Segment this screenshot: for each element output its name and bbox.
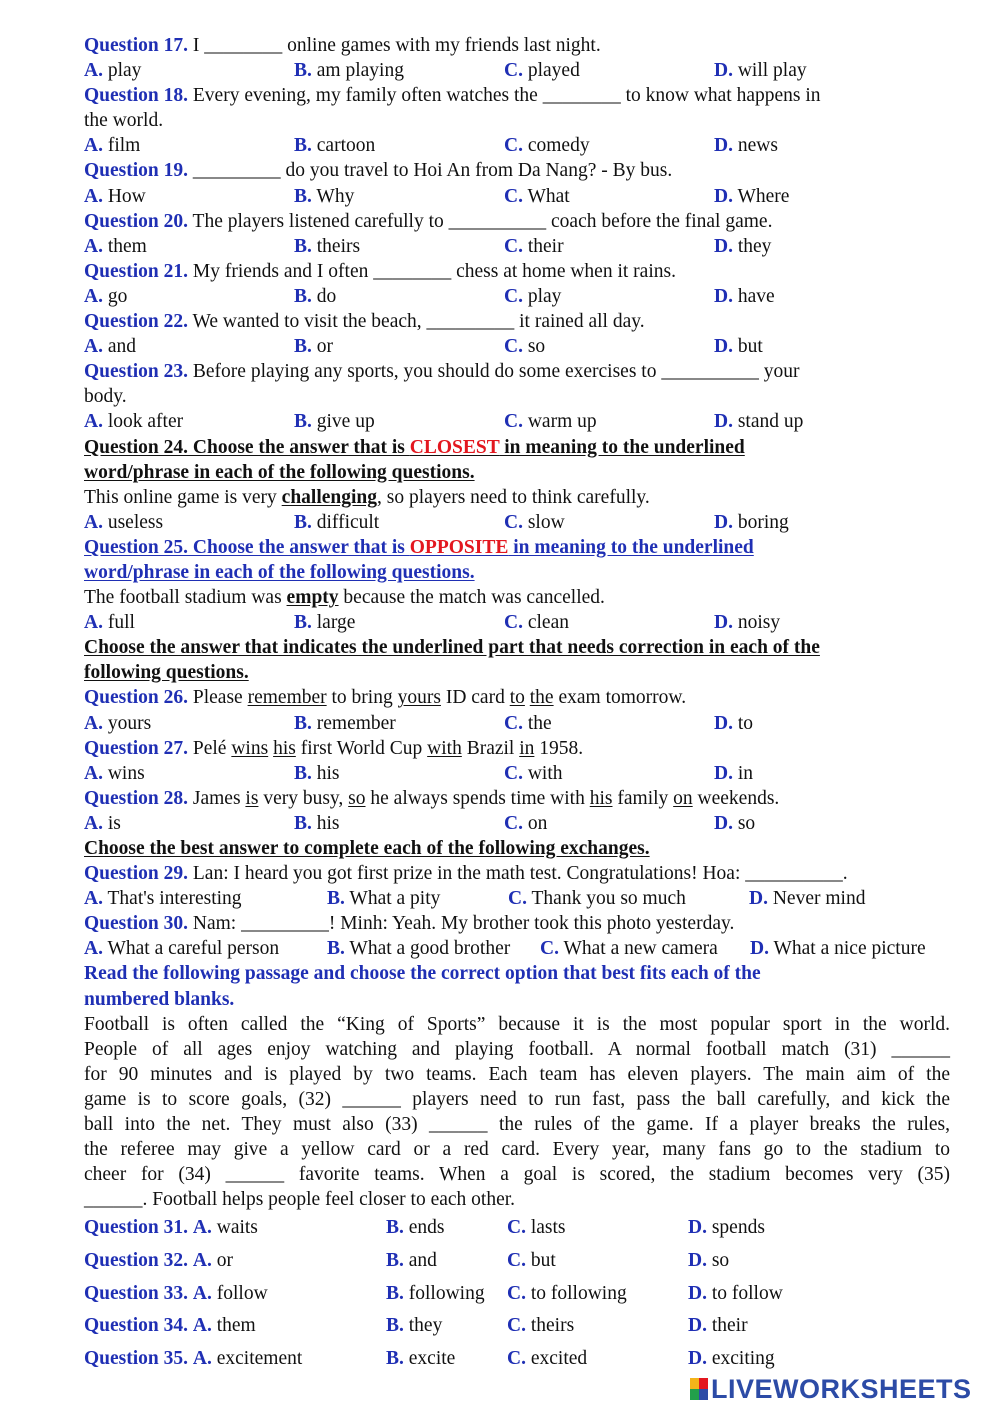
question-30: Question 30. Nam: _________! Minh: Yeah. My brother took this photo yesterday. (84, 913, 735, 935)
question-29: Question 29. Lan: I heard you got first prize in the math test. Congratulations! Hoa: __________. (84, 863, 848, 885)
question-24-sentence: This online game is very challenging, so players need to think carefully. (84, 486, 650, 508)
passage-line: ______. Football helps people feel closer to each other. (84, 1189, 516, 1211)
option-c[interactable]: C. comedy (504, 135, 590, 157)
option-c[interactable]: C. their (504, 235, 564, 257)
option-a[interactable]: Question 32. A. or (84, 1250, 233, 1271)
question-29-options (84, 886, 950, 911)
opposite-keyword: OPPOSITE (409, 536, 509, 558)
option-c[interactable]: C. clean (504, 612, 569, 634)
underlined-word: challenging (281, 486, 378, 508)
option-b[interactable]: B. his (294, 812, 340, 834)
option-d[interactable]: D. exciting (688, 1347, 775, 1369)
option-b[interactable]: B. or (294, 336, 334, 358)
option-b[interactable]: B. cartoon (294, 135, 376, 157)
option-b[interactable]: B. his (294, 762, 340, 784)
option-a[interactable]: A. That's interesting (84, 888, 242, 910)
question-label: Question 19. (84, 160, 189, 182)
option-b[interactable]: B. theirs (294, 235, 361, 257)
question-label: Question 23. (84, 361, 189, 383)
option-d[interactable]: D. Never mind (749, 888, 866, 910)
option-d[interactable]: D. boring (714, 511, 789, 533)
option-c[interactable]: C. theirs (507, 1315, 575, 1337)
option-c[interactable]: C. on (504, 812, 548, 834)
passage-line: Football is often called the “King of Sports” because it is the most popular sport in the world. (84, 1013, 950, 1035)
question-text: Before playing any sports, you should do some exercises to __________ your (188, 361, 800, 383)
question-25-instruction: Question 25. Choose the answer that is OPPOSITE in meaning to the underlined (84, 536, 754, 558)
question-18-cont: the world. (84, 110, 164, 132)
option-d[interactable]: D. noisy (714, 612, 781, 634)
question-17-options (84, 58, 950, 83)
question-label: Question 18. (84, 85, 189, 107)
option-c[interactable]: C. slow (504, 511, 565, 533)
option-b[interactable]: B. Why (294, 185, 355, 207)
option-a[interactable]: A. film (84, 135, 141, 157)
option-d[interactable]: D. in (714, 762, 754, 784)
option-c[interactable]: C. to following (507, 1282, 627, 1304)
question-text: I ________ online games with my friends last night. (188, 35, 601, 56)
passage-questions (84, 1212, 950, 1375)
option-b[interactable]: B. do (294, 285, 337, 307)
option-b[interactable]: B. am playing (294, 60, 404, 82)
option-b[interactable]: B. remember (294, 712, 396, 734)
question-26-options (84, 711, 950, 736)
question-23 (84, 359, 950, 384)
passage-line: the referee may give a yellow card or a red card. Every year, many fans go to the stadium to (84, 1139, 950, 1161)
option-d[interactable]: D. their (688, 1315, 748, 1337)
option-b[interactable]: B. excite (386, 1347, 456, 1369)
option-c[interactable]: C. play (504, 285, 562, 307)
question-label: Question 20. (84, 210, 189, 232)
option-c[interactable]: C. the (504, 712, 552, 734)
option-a[interactable]: A. What a careful person (84, 938, 280, 960)
reading-passage (84, 1012, 950, 1213)
question-text: The players listened carefully to __________ coach before the final game. (188, 210, 773, 232)
option-a[interactable]: A. is (84, 812, 121, 834)
question-25-sentence: The football stadium was empty because the match was cancelled. (84, 587, 605, 609)
passage-instruction-cont: numbered blanks. (84, 988, 235, 1010)
question-28: Question 28. James is very busy, so he always spends time with his family on weekends. (84, 787, 780, 809)
passage-line: for 90 minutes and is played by two teams. Each team has eleven players. The main aim of the (84, 1063, 950, 1085)
option-d[interactable]: D. will play (714, 60, 807, 82)
option-a[interactable]: A. look after (84, 411, 184, 433)
question-text: We wanted to visit the beach, _________ it rained all day. (188, 311, 645, 333)
passage-line: People of all ages enjoy watching and playing football. A normal football match (31) ______ (84, 1038, 950, 1060)
option-d[interactable]: D. spends (688, 1217, 765, 1239)
correction-instruction: Choose the answer that indicates the underlined part that needs correction in each of the (84, 637, 820, 659)
question-label: Question 22. (84, 311, 189, 333)
worksheet-page (84, 33, 950, 1375)
option-a[interactable]: A. useless (84, 511, 164, 533)
question-24-instruction-cont: word/phrase in each of the following questions. (84, 461, 475, 483)
option-c[interactable]: C. so (504, 336, 546, 358)
option-d[interactable]: D. to (714, 712, 754, 734)
option-d[interactable]: D. Where (714, 185, 790, 207)
option-a[interactable]: A. How (84, 185, 146, 207)
option-c[interactable]: C. lasts (507, 1217, 566, 1239)
option-d[interactable]: D. news (714, 135, 778, 157)
option-a[interactable]: A. play (84, 60, 142, 82)
option-c[interactable]: C. with (504, 762, 563, 784)
option-b[interactable]: B. large (294, 612, 356, 634)
question-26: Question 26. Please remember to bring yours ID card to the exam tomorrow. (84, 687, 687, 709)
option-c[interactable]: C. excited (507, 1347, 588, 1369)
passage-line: ball into the net. They must also (33) ______ the rules of the game. If a player breaks the rules, (84, 1114, 950, 1136)
option-b[interactable]: B. What a good brother (327, 938, 511, 960)
question-18-options (84, 133, 950, 158)
question-28-options (84, 811, 950, 836)
option-c[interactable]: C. What a new camera (540, 938, 718, 960)
question-34 (84, 1310, 950, 1343)
question-23-cont: body. (84, 386, 127, 408)
question-24-options (84, 510, 950, 535)
correction-instruction-cont: following questions. (84, 662, 249, 684)
option-d[interactable]: D. have (714, 285, 775, 307)
question-22 (84, 309, 950, 334)
question-label: Question 17. (84, 35, 189, 56)
liveworksheets-logo[interactable] (690, 1375, 972, 1403)
option-d[interactable]: D. so (688, 1250, 730, 1271)
passage-line: game is to score goals, (32) ______ players need to run fast, pass the ball carefully, and kick the (84, 1088, 950, 1110)
question-20 (84, 209, 950, 234)
question-24-instruction: Question 24. Choose the answer that is CLOSEST in meaning to the underlined (84, 436, 745, 458)
option-c[interactable]: C. warm up (504, 411, 597, 433)
question-text: _________ do you travel to Hoi An from Da Nang? - By bus. (188, 160, 673, 182)
question-label: Question 21. (84, 260, 189, 282)
question-23-options (84, 409, 950, 434)
question-27-options (84, 761, 950, 786)
question-text: My friends and I often ________ chess at home when it rains. (188, 260, 676, 282)
option-b[interactable]: B. What a pity (327, 888, 441, 910)
option-b[interactable]: B. ends (386, 1217, 445, 1239)
question-35 (84, 1343, 950, 1376)
question-text: Every evening, my family often watches the ________ to know what happens in (188, 85, 821, 107)
passage-instruction: Read the following passage and choose the correct option that best fits each of the (84, 963, 761, 985)
option-d[interactable]: D. stand up (714, 411, 804, 433)
option-d[interactable]: D. so (714, 812, 756, 834)
question-32 (84, 1245, 950, 1278)
logo-text: LIVEWORKSHEETS (711, 1373, 972, 1404)
exchange-instruction: Choose the best answer to complete each of the following exchanges. (84, 838, 650, 859)
question-21 (84, 259, 950, 284)
question-27: Question 27. Pelé wins his first World Cup with Brazil in 1958. (84, 737, 584, 759)
option-c[interactable]: C. What (504, 185, 570, 207)
option-a[interactable]: Question 34. A. them (84, 1315, 256, 1337)
option-b[interactable]: B. give up (294, 411, 375, 433)
option-a[interactable]: A. them (84, 235, 147, 257)
option-a[interactable]: A. and (84, 336, 136, 358)
closest-keyword: CLOSEST (409, 436, 500, 458)
option-c[interactable]: C. played (504, 60, 580, 82)
question-18 (84, 83, 950, 108)
option-a[interactable]: A. yours (84, 712, 152, 734)
option-b[interactable]: B. they (386, 1315, 443, 1337)
question-20-options (84, 234, 950, 259)
question-19 (84, 158, 950, 183)
passage-line: cheer for (34) ______ favorite teams. When a goal is scored, the stadium becomes very (35) (84, 1164, 950, 1186)
liveworksheets-logo-icon (690, 1378, 708, 1400)
question-25-instruction-cont: word/phrase in each of the following questions. (84, 561, 475, 583)
option-b[interactable]: B. following (386, 1282, 485, 1304)
option-a[interactable]: Question 35. A. excitement (84, 1347, 303, 1369)
underlined-word: empty (286, 587, 339, 609)
question-19-options (84, 184, 950, 209)
option-d[interactable]: D. they (714, 235, 772, 257)
option-c[interactable]: C. but (507, 1250, 556, 1271)
option-d[interactable]: D. What a nice picture (750, 938, 926, 960)
option-a[interactable]: Question 31. A. waits (84, 1217, 258, 1239)
question-31 (84, 1212, 950, 1245)
option-b[interactable]: B. difficult (294, 511, 380, 533)
option-d[interactable]: D. but (714, 336, 763, 358)
option-a[interactable]: Question 33. A. follow (84, 1282, 268, 1304)
option-b[interactable]: B. and (386, 1250, 437, 1271)
option-a[interactable]: A. full (84, 612, 135, 634)
option-a[interactable]: A. wins (84, 762, 145, 784)
question-30-options (84, 936, 950, 961)
option-d[interactable]: D. to follow (688, 1282, 783, 1304)
question-21-options (84, 284, 950, 309)
option-c[interactable]: C. Thank you so much (508, 888, 686, 910)
question-17 (84, 33, 950, 58)
question-22-options (84, 334, 950, 359)
question-33 (84, 1278, 950, 1311)
question-25-options (84, 610, 950, 635)
option-a[interactable]: A. go (84, 285, 128, 307)
